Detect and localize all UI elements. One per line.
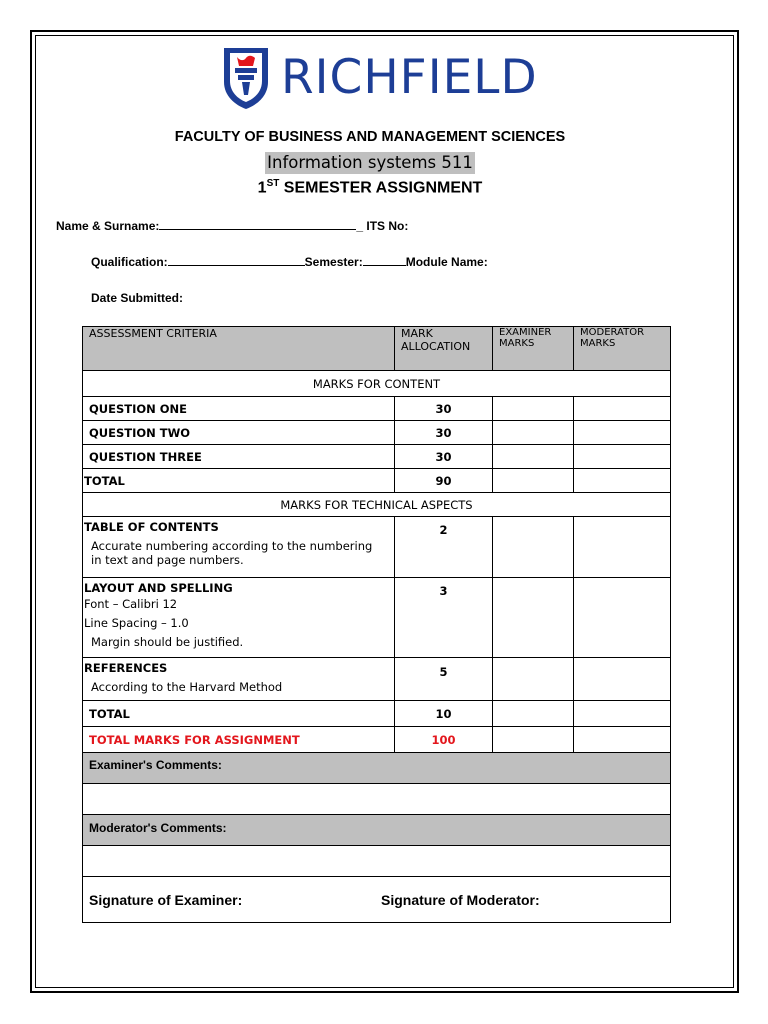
question-three-mark: 30: [395, 445, 493, 469]
date-submitted-field[interactable]: Date Submitted:: [91, 291, 184, 305]
examiner-mark-cell[interactable]: [493, 727, 574, 753]
layout-mark: 3: [395, 578, 493, 658]
layout-spacing-line: Line Spacing – 1.0: [84, 616, 189, 630]
logo-wordmark: RICHFIELD: [281, 50, 538, 105]
section-content-label: MARKS FOR CONTENT: [83, 371, 671, 397]
content-total-label: TOTAL: [83, 469, 395, 493]
moderator-mark-cell[interactable]: [574, 658, 671, 701]
examiner-mark-cell[interactable]: [493, 517, 574, 578]
toc-desc-line1: Accurate numbering according to the numbering: [91, 539, 373, 553]
question-one-label: QUESTION ONE: [83, 397, 395, 421]
question-three-label: QUESTION THREE: [83, 445, 395, 469]
moderator-mark-cell[interactable]: [574, 701, 671, 727]
table-row: [83, 727, 671, 753]
layout-label: LAYOUT AND SPELLING: [84, 581, 233, 595]
content-total-mark: 90: [395, 469, 493, 493]
semester-underline: [363, 254, 406, 266]
moderator-mark-cell[interactable]: [574, 445, 671, 469]
section-row-technical: [83, 493, 671, 517]
examiner-comments-label: Examiner's Comments:: [83, 753, 671, 784]
question-two-label: QUESTION TWO: [83, 421, 395, 445]
course-title: Information systems 511: [267, 153, 473, 172]
header-mark-allocation: MARK ALLOCATION: [395, 327, 493, 371]
references-mark: 5: [395, 658, 493, 701]
examiner-mark-cell[interactable]: [493, 578, 574, 658]
moderator-comments-header-row: [83, 815, 671, 846]
question-two-mark: 30: [395, 421, 493, 445]
grand-total-mark: 100: [395, 727, 493, 753]
table-header-row: [83, 327, 671, 371]
table-row: [83, 397, 671, 421]
shield-torch-icon: [221, 44, 271, 110]
table-row: [83, 445, 671, 469]
examiner-mark-cell[interactable]: [493, 421, 574, 445]
name-underline: [159, 218, 356, 230]
faculty-heading: FACULTY OF BUSINESS AND MANAGEMENT SCIENCES: [174, 129, 566, 145]
moderator-mark-cell[interactable]: [574, 727, 671, 753]
moderator-mark-cell[interactable]: [574, 421, 671, 445]
technical-total-label: TOTAL: [83, 701, 395, 727]
references-label: REFERENCES: [84, 661, 168, 675]
examiner-mark-cell[interactable]: [493, 397, 574, 421]
signature-examiner-label[interactable]: Signature of Examiner:: [89, 891, 243, 908]
examiner-mark-cell[interactable]: [493, 445, 574, 469]
moderator-mark-cell[interactable]: [574, 469, 671, 493]
section-technical-label: MARKS FOR TECHNICAL ASPECTS: [83, 493, 671, 517]
name-surname-field[interactable]: Name & Surname: _ ITS No:: [56, 219, 409, 233]
table-row: [83, 421, 671, 445]
richfield-logo: [221, 44, 538, 110]
header-moderator-marks: MODERATOR MARKS: [574, 327, 671, 371]
examiner-mark-cell[interactable]: [493, 701, 574, 727]
moderator-comments-row: [83, 846, 671, 877]
examiner-mark-cell[interactable]: [493, 658, 574, 701]
grand-total-label: TOTAL MARKS FOR ASSIGNMENT: [83, 727, 395, 753]
moderator-mark-cell[interactable]: [574, 578, 671, 658]
layout-margin-line: Margin should be justified.: [91, 635, 244, 649]
table-row: [83, 578, 671, 658]
examiner-mark-cell[interactable]: [493, 469, 574, 493]
moderator-mark-cell[interactable]: [574, 517, 671, 578]
question-one-mark: 30: [395, 397, 493, 421]
its-label: _ ITS No:: [356, 219, 409, 233]
header-criteria: ASSESSMENT CRITERIA: [83, 327, 395, 371]
toc-mark: 2: [395, 517, 493, 578]
toc-label: TABLE OF CONTENTS: [84, 520, 219, 534]
signature-row: [83, 877, 671, 923]
table-row: [83, 469, 671, 493]
table-row: [83, 658, 671, 701]
qualification-row[interactable]: Qualification: Semester: Module Name:: [91, 255, 488, 269]
signature-moderator-label[interactable]: Signature of Moderator:: [381, 891, 540, 908]
technical-total-mark: 10: [395, 701, 493, 727]
examiner-comments-row: [83, 784, 671, 815]
examiner-comments-header-row: [83, 753, 671, 784]
moderator-mark-cell[interactable]: [574, 397, 671, 421]
semester-heading: 1ST SEMESTER ASSIGNMENT: [257, 178, 483, 197]
examiner-comments-input[interactable]: [83, 784, 671, 815]
toc-desc-line2: in text and page numbers.: [91, 553, 244, 567]
references-desc: According to the Harvard Method: [91, 680, 283, 694]
moderator-comments-label: Moderator's Comments:: [83, 815, 671, 846]
moderator-comments-input[interactable]: [83, 846, 671, 877]
qualification-underline: [168, 254, 305, 266]
table-row: [83, 517, 671, 578]
assessment-table: [82, 326, 671, 923]
header-examiner-marks: EXAMINER MARKS: [493, 327, 574, 371]
table-row: [83, 701, 671, 727]
layout-font-line: Font – Calibri 12: [84, 597, 178, 611]
section-row-content: [83, 371, 671, 397]
